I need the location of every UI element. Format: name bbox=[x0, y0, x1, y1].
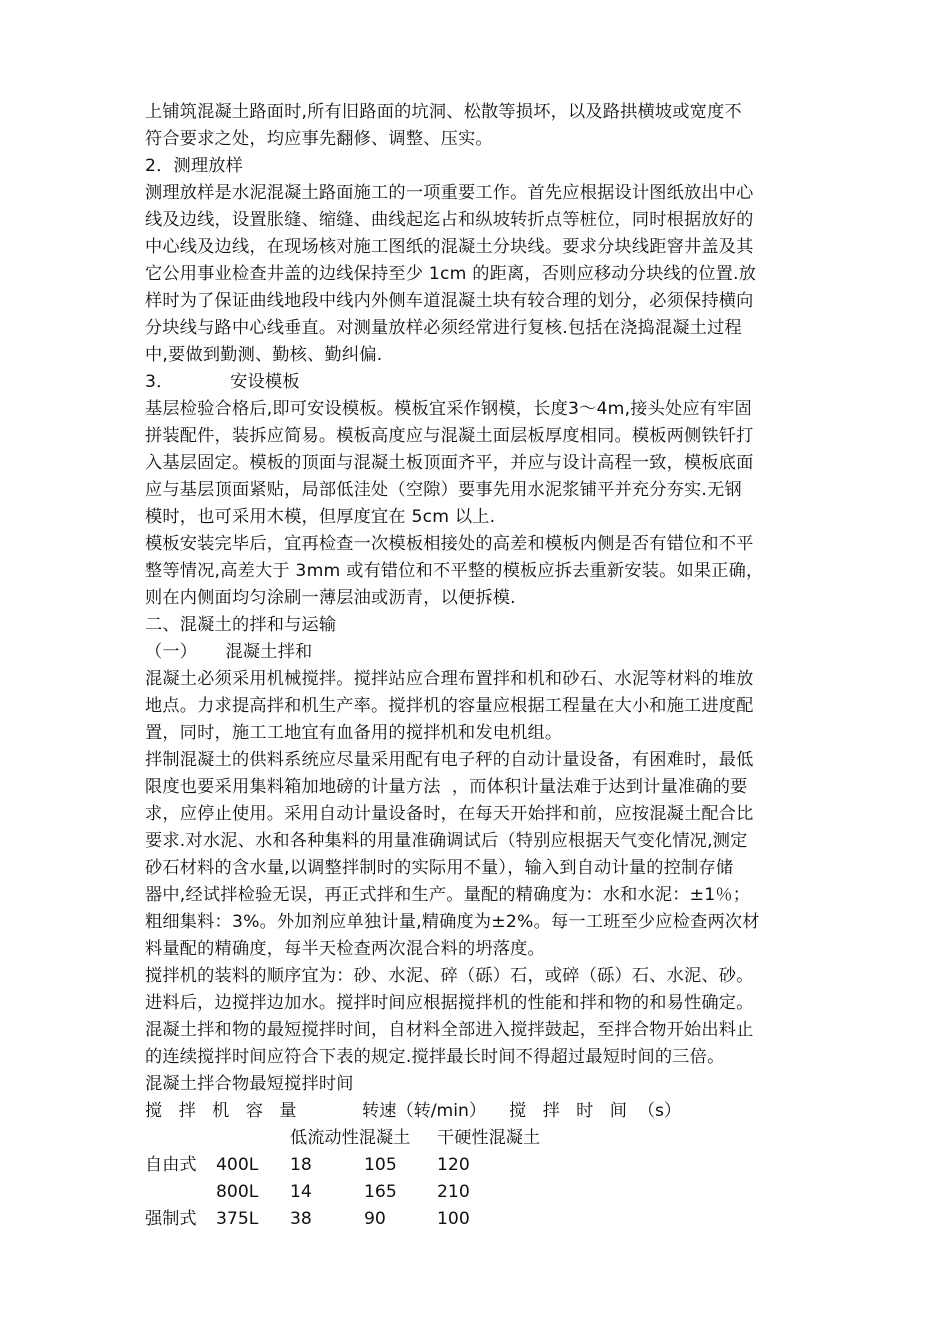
paragraph-line: 求，应停止使用。采用自动计量设备时，在每天开始拌和前，应按混凝土配合比 bbox=[145, 804, 754, 824]
table-header-speed: 转速（转/min） bbox=[362, 1101, 487, 1121]
paragraph-line: 混凝土必须采用机械搅拌。搅拌站应合理布置拌和机和砂石、水泥等材料的堆放 bbox=[145, 669, 754, 689]
table-cell-speed: 18 bbox=[290, 1155, 312, 1175]
paragraph-line: 地点。力求提高拌和机生产率。搅拌机的容量应根据工程量在大小和施工进度配 bbox=[145, 696, 754, 716]
section-heading: 2．测理放样 bbox=[145, 156, 244, 176]
paragraph-line: 限度也要采用集料箱加地磅的计量方法 ，而体积计量法难于达到计量准确的要 bbox=[145, 777, 748, 797]
table-cell-low: 105 bbox=[364, 1155, 397, 1175]
section-heading: 3． 安设模板 bbox=[145, 372, 300, 392]
paragraph-line: 混凝土拌和物的最短搅拌时间，自材料全部进入搅拌鼓起，至拌合物开始出料止 bbox=[145, 1020, 754, 1040]
table-header-capacity: 搅 拌 机 容 量 bbox=[145, 1101, 297, 1121]
table-cell-type: 强制式 bbox=[145, 1209, 197, 1229]
table-title: 混凝土拌合物最短搅拌时间 bbox=[145, 1074, 354, 1094]
table-cell-dry: 120 bbox=[437, 1155, 470, 1175]
subsection-heading: （一） 混凝土拌和 bbox=[145, 642, 313, 662]
paragraph-line: 拼装配件，装拆应简易。模板高度应与混凝土面层板厚度相同。模板两侧铁钎打 bbox=[145, 426, 754, 446]
paragraph-line: 应与基层顶面紧贴，局部低洼处（空隙）要事先用水泥浆铺平并充分夯实.无钢 bbox=[145, 480, 742, 500]
paragraph-line: 分块线与路中心线垂直。对测量放样必须经常进行复核.包括在浇捣混凝土过程 bbox=[145, 318, 742, 338]
paragraph-line: 进料后，边搅拌边加水。搅拌时间应根据搅拌机的性能和拌和物的和易性确定。 bbox=[145, 993, 754, 1013]
paragraph-line: 线及边线，设置胀缝、缩缝、曲线起迄占和纵坡转折点等桩位，同时根据放好的 bbox=[145, 210, 754, 230]
paragraph-line: 器中,经试拌检验无误，再正式拌和生产。量配的精确度为：水和水泥：±1％； bbox=[145, 885, 751, 905]
paragraph-line: 入基层固定。模板的顶面与混凝土板顶面齐平，并应与设计高程一致，模板底面 bbox=[145, 453, 754, 473]
paragraph-line: 基层检验合格后,即可安设模板。模板宜采作钢模，长度3～4m,接头处应有牢固 bbox=[145, 399, 752, 419]
table-cell-speed: 14 bbox=[290, 1182, 312, 1202]
paragraph-line: 置，同时，施工工地宜有血备用的搅拌机和发电机组。 bbox=[145, 723, 563, 743]
table-cell-capacity: 800L bbox=[216, 1182, 259, 1202]
paragraph-line: 符合要求之处，均应事先翻修、调整、压实。 bbox=[145, 129, 493, 149]
paragraph-line: 整等情况,高差大于 3mm 或有错位和不平整的模板应拆去重新安装。如果正确， bbox=[145, 561, 764, 581]
table-subheader-low: 低流动性混凝土 bbox=[290, 1128, 411, 1148]
paragraph-line: 中心线及边线，在现场核对施工图纸的混凝土分块线。要求分块线距窨井盖及其 bbox=[145, 237, 754, 257]
table-cell-low: 165 bbox=[364, 1182, 397, 1202]
paragraph-line: 砂石材料的含水量,以调整拌制时的实际用不量），输入到自动计量的控制存储 bbox=[145, 858, 734, 878]
paragraph-line: 粗细集料：3%。外加剂应单独计量,精确度为±2%。每一工班至少应检查两次材 bbox=[145, 912, 760, 932]
table-cell-type: 自由式 bbox=[145, 1155, 197, 1175]
table-cell-speed: 38 bbox=[290, 1209, 312, 1229]
paragraph-line: 搅拌机的装料的顺序宜为：砂、水泥、碎（砾）石，或碎（砾）石、水泥、砂。 bbox=[145, 966, 754, 986]
paragraph-line: 中,要做到勤测、勤核、勤纠偏. bbox=[145, 345, 383, 365]
paragraph-line: 要求.对水泥、水和各种集料的用量准确调试后（特别应根据天气变化情况,测定 bbox=[145, 831, 748, 851]
table-cell-capacity: 375L bbox=[216, 1209, 259, 1229]
table-cell-dry: 100 bbox=[437, 1209, 470, 1229]
paragraph-line: 的连续搅拌时间应符合下表的规定.搅拌最长时间不得超过最短时间的三倍。 bbox=[145, 1047, 725, 1067]
paragraph-line: 上铺筑混凝土路面时,所有旧路面的坑洞、松散等损坏，以及路拱横坡或宽度不 bbox=[145, 102, 742, 122]
paragraph-line: 则在内侧面均匀涂刷一薄层油或沥青，以便拆模. bbox=[145, 588, 516, 608]
table-header-time: 搅 拌 时 间 （s） bbox=[509, 1101, 682, 1121]
section-heading: 二、混凝土的拌和与运输 bbox=[145, 615, 337, 635]
paragraph-line: 测理放样是水泥混凝土路面施工的一项重要工作。首先应根据设计图纸放出中心 bbox=[145, 183, 754, 203]
paragraph-line: 样时为了保证曲线地段中线内外侧车道混凝土块有较合理的划分，必须保持横向 bbox=[145, 291, 754, 311]
table-cell-low: 90 bbox=[364, 1209, 386, 1229]
table-subheader-dry: 干硬性混凝土 bbox=[437, 1128, 541, 1148]
paragraph-line: 模板安装完毕后，宜再检查一次模板相接处的高差和模板内侧是否有错位和不平 bbox=[145, 534, 754, 554]
paragraph-line: 料量配的精确度，每半天检查两次混合料的坍落度。 bbox=[145, 939, 545, 959]
table-cell-capacity: 400L bbox=[216, 1155, 259, 1175]
paragraph-line: 模时，也可采用木模，但厚度宜在 5cm 以上. bbox=[145, 507, 496, 527]
paragraph-line: 拌制混凝土的供料系统应尽量采用配有电子秤的自动计量设备，有困难时，最低 bbox=[145, 750, 754, 770]
paragraph-line: 它公用事业检查井盖的边线保持至少 1cm 的距离，否则应移动分块线的位置.放 bbox=[145, 264, 757, 284]
table-cell-dry: 210 bbox=[437, 1182, 470, 1202]
